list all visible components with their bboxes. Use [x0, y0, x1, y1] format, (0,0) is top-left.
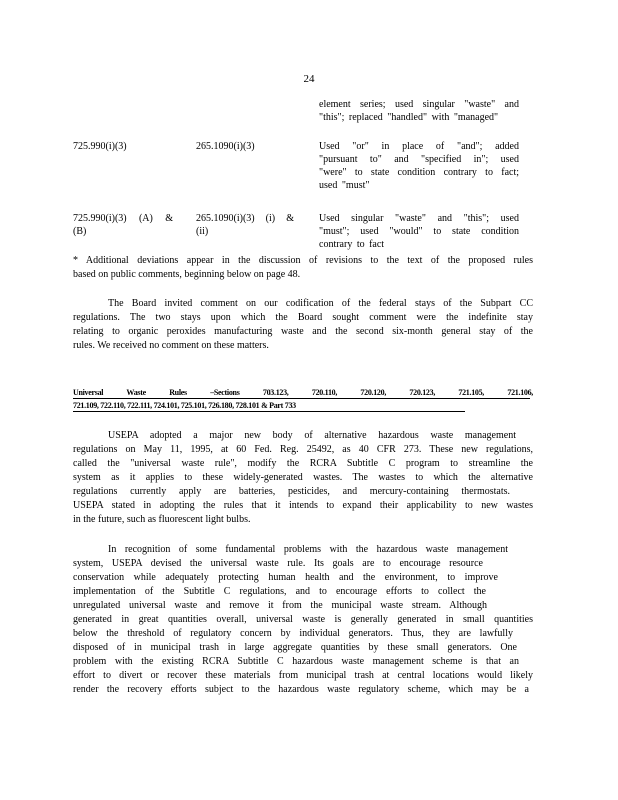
table-text-line: Used "or" in place of "and"; added: [319, 141, 519, 152]
table-row-1-federal: [196, 140, 306, 153]
table-text-line: "pursuant to" and "specified in"; used: [319, 154, 519, 165]
federal-citation: 265.1090(i)(3) (i) &: [196, 213, 294, 224]
paragraph-line: regulations on May 11, 1995, at 60 Fed. Reg. 25492, as 40 CFR 273. These new regulations,: [73, 444, 533, 455]
paragraph-line: effort to divert or recover these materials from municipal trash at central locations would likely: [73, 670, 533, 681]
heading-line: 721.109, 722.110, 722.111, 724.101, 725.101, 726.180, 728.101 & Part 733: [73, 401, 296, 410]
table-text-line: "must"; used "would" to state condition: [319, 226, 519, 237]
paragraph-line: system as it applies to these widely-generated wastes. The wastes to which the alternative: [73, 472, 533, 483]
heading-underline: [73, 411, 465, 412]
paragraph-line: unregulated universal waste and remove it from the municipal waste stream. Although: [73, 600, 487, 611]
table-row-2-federal-cont: [196, 225, 208, 238]
page-number: 24: [303, 73, 315, 85]
paragraph-line: USEPA stated in adopting the rules that it intends to expand their applicability to new wastes: [73, 500, 533, 511]
federal-citation: (ii): [196, 226, 209, 237]
paragraph-line: relating to organic peroxides manufacturing waste and the second six-month general stay of the: [73, 326, 533, 337]
table-row-1-deviation: [319, 140, 519, 192]
table-text-line: contrary to fact: [319, 239, 385, 250]
paragraph-line: regulations. The two stays upon which the Board sought comment were the indefinite stay: [73, 312, 533, 323]
table-text-line: used "must": [319, 180, 370, 191]
paragraph-line: regulations currently apply are batteries, pesticides, and mercury-containing thermostats.: [73, 486, 510, 497]
footnote: [73, 254, 533, 282]
section-heading: [73, 386, 533, 412]
federal-citation: 265.1090(i)(3): [196, 141, 255, 152]
paragraph-line: In recognition of some fundamental problems with the hazardous waste management: [108, 544, 508, 555]
paragraph-line: problem with the existing RCRA Subtitle C hazardous waste management scheme is that an: [73, 656, 519, 667]
section-citation: 725.990(i)(3) (A) &: [73, 213, 173, 224]
footnote-line: * Additional deviations appear in the discussion of revisions to the text of the proposed rules: [73, 255, 533, 266]
paragraph-line: generated in great quantities overall, universal waste is generally generated in small quantities: [73, 614, 533, 625]
table-row-2-section-cont: [73, 225, 86, 238]
paragraph-universal-waste: [73, 429, 533, 527]
paragraph-line: rules. We received no comment on these matters.: [73, 340, 269, 351]
table-text-line: "were" to state condition contrary to fact;: [319, 167, 519, 178]
table-text-line: "this"; replaced "handled" with "managed": [319, 112, 499, 123]
table-text-line: Used singular "waste" and "this"; used: [319, 213, 519, 224]
heading-underline: [73, 398, 530, 399]
paragraph-line: in the future, such as fluorescent light bulbs.: [73, 514, 251, 525]
section-citation: 725.990(i)(3): [73, 141, 127, 152]
paragraph-line: disposed of in municipal trash in large aggregate quantities by these small generators. One: [73, 642, 517, 653]
paragraph-line: below the threshold of regulatory concern by individual generators. Thus, they are lawfully: [73, 628, 513, 639]
table-continuation-cell: [319, 98, 519, 124]
paragraph-line: implementation of the Subtitle C regulations, and to encourage efforts to collect the: [73, 586, 486, 597]
table-row-2-federal: [196, 212, 294, 225]
paragraph-line: render the recovery efforts subject to the hazardous waste regulatory scheme, which may be a: [73, 684, 529, 695]
table-row-2-deviation: [319, 212, 519, 251]
paragraph-line: system, USEPA devised the universal waste rule. Its goals are to encourage resource: [73, 558, 483, 569]
paragraph-line: called the "universal waste rule", modify the RCRA Subtitle C program to streamline the: [73, 458, 533, 469]
table-row-2-section: [73, 212, 173, 225]
paragraph-recognition: [73, 543, 533, 697]
paragraph-line: USEPA adopted a major new body of alternative hazardous waste management: [108, 430, 516, 441]
paragraph-stays: [73, 297, 533, 353]
paragraph-line: conservation while adequately protecting human health and the environment, to improve: [73, 572, 498, 583]
table-row-1-section: [73, 140, 183, 153]
footnote-line: based on public comments, beginning below on page 48.: [73, 269, 301, 280]
section-citation: (B): [73, 226, 87, 237]
heading-line: Universal Waste Rules –Sections 703.123, 720.110, 720.120, 720.123, 721.105, 721.106,: [73, 388, 533, 397]
table-text-line: element series; used singular "waste" and: [319, 99, 519, 110]
paragraph-line: The Board invited comment on our codification of the federal stays of the Subpart CC: [108, 298, 533, 309]
